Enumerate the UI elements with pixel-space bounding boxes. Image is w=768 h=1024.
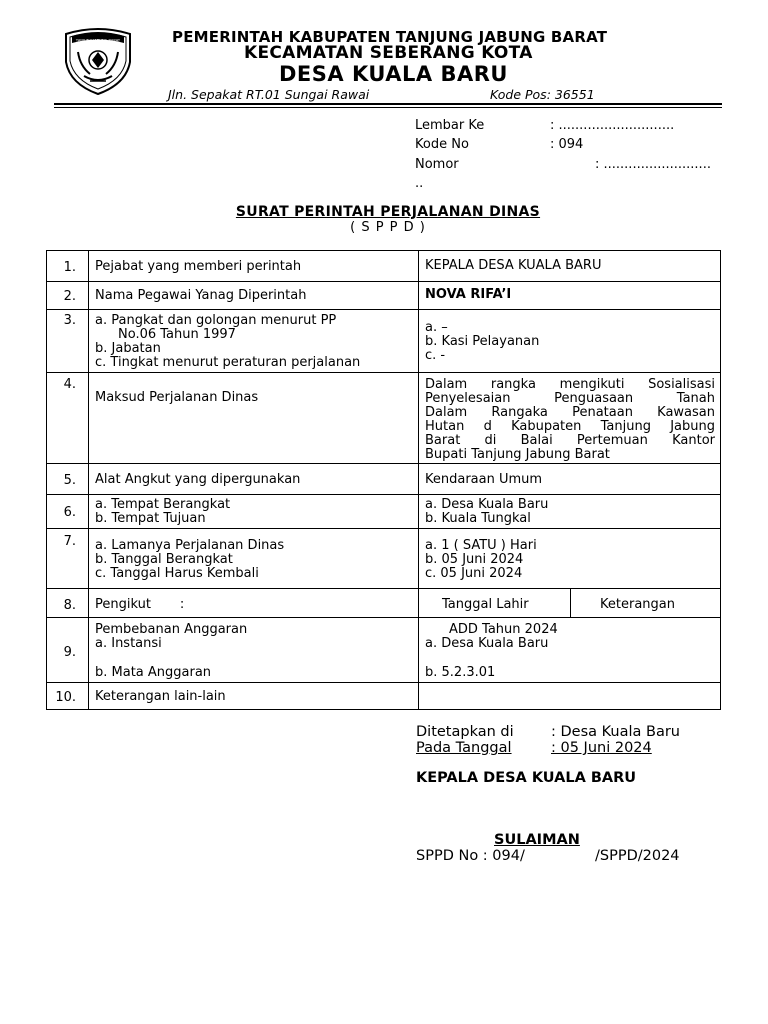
row-label-travel-purpose: Maksud Perjalanan Dinas (95, 390, 259, 405)
purpose-line: Bupati Tanjung Jabung Barat (425, 447, 610, 462)
column-header-birth-date: Tanggal Lahir (442, 597, 529, 612)
row-value-travel-purpose (425, 378, 715, 462)
row-number: 2. (63, 289, 76, 304)
row-label-issuing-official: Pejabat yang memberi perintah (95, 259, 302, 274)
row-number: 5. (63, 473, 76, 488)
letterhead-rule-thin (54, 107, 722, 108)
signatory-position: KEPALA DESA KUALA BARU (416, 770, 637, 786)
issued-date-value: : 05 Juni 2024 (551, 740, 652, 756)
row-number: 10. (55, 690, 76, 705)
row-value-agency: a. Desa Kuala Baru (425, 636, 549, 651)
row-value-duration: a. 1 ( SATU ) Hari (425, 538, 537, 553)
logo-text: TANJUNG JABUNG BARAT (75, 38, 121, 43)
row-value-departure-place: a. Desa Kuala Baru (425, 497, 549, 512)
column-header-remarks: Keterangan (600, 597, 675, 612)
ref-sheet-label: Lembar Ke (415, 118, 485, 133)
row-number: 8. (63, 598, 76, 613)
purpose-line: Hutan d Kabupaten Tanjung Jabung (425, 419, 715, 434)
row-value-destination: b. Kuala Tungkal (425, 511, 531, 526)
row-value-employee-name: NOVA RIFA’I (425, 287, 512, 302)
row-value-departure-date: b. 05 Juni 2024 (425, 552, 524, 567)
row-label-rank-cont: No.06 Tahun 1997 (118, 327, 236, 342)
row-value-budget-code: b. 5.2.3.01 (425, 665, 496, 680)
issued-at-value: : Desa Kuala Baru (551, 724, 680, 740)
row-value-position: b. Kasi Pelayanan (425, 334, 540, 349)
ref-code-value: : 094 (550, 137, 584, 152)
row-label-return-date: c. Tanggal Harus Kembali (95, 566, 259, 581)
document-subtitle: ( S P P D ) (350, 220, 426, 235)
ref-sheet-value: : ............................ (550, 118, 675, 133)
row-label-employee-name: Nama Pegawai Yanag Diperintah (95, 288, 307, 303)
sppd-number-prefix: SPPD No : 094/ (416, 848, 525, 864)
row-label-other-notes: Keterangan lain-lain (95, 689, 226, 704)
row-number: 7. (63, 534, 76, 549)
regency-emblem-logo (60, 26, 136, 96)
row-number: 4. (63, 377, 76, 392)
purpose-line: Penyelesaian Penguasaan Tanah (425, 391, 715, 406)
ref-number-value: : .......................... (595, 157, 711, 172)
row-label-agency: a. Instansi (95, 636, 162, 651)
row-value-return-date: c. 05 Juni 2024 (425, 566, 523, 581)
row-label-budget: Pembebanan Anggaran (95, 622, 248, 637)
letterhead-district: KECAMATAN SEBERANG KOTA (244, 43, 533, 63)
purpose-line: Barat di Balai Pertemuan Kantor (425, 433, 715, 448)
purpose-line: Dalam Rangaka Penataan Kawasan (425, 405, 715, 420)
ref-number-continuation: .. (415, 176, 424, 191)
letterhead-address: Jln. Sepakat RT.01 Sungai Rawai (168, 87, 370, 102)
letterhead-government: PEMERINTAH KABUPATEN TANJUNG JABUNG BARAT (172, 28, 608, 46)
letterhead-postal-code: Kode Pos: 36551 (490, 87, 595, 102)
row-number: 3. (63, 313, 76, 328)
issued-at-label: Ditetapkan di (416, 724, 514, 740)
row-value-issuing-official: KEPALA DESA KUALA BARU (425, 258, 602, 273)
purpose-line: Dalam rangka mengikuti Sosialisasi (425, 377, 715, 392)
row-number: 1. (63, 260, 76, 275)
row-value-budget: ADD Tahun 2024 (449, 622, 558, 637)
row-value-transport: Kendaraan Umum (425, 472, 543, 487)
row-label-position: b. Jabatan (95, 341, 161, 356)
letterhead-rule-thick (54, 103, 722, 105)
row-label-destination: b. Tempat Tujuan (95, 511, 206, 526)
row-value-travel-level: c. - (425, 348, 446, 363)
issued-date-label: Pada Tanggal (416, 740, 512, 756)
row-label-budget-code: b. Mata Anggaran (95, 665, 212, 680)
sppd-number-suffix: /SPPD/2024 (595, 848, 680, 864)
letterhead-village: DESA KUALA BARU (279, 62, 508, 86)
row-label-travel-level: c. Tingkat menurut peraturan perjalanan (95, 355, 361, 370)
ref-number-label: Nomor (415, 157, 459, 172)
row-label-departure-date: b. Tanggal Berangkat (95, 552, 233, 567)
row-label-departure-place: a. Tempat Berangkat (95, 497, 231, 512)
row-label-rank: a. Pangkat dan golongan menurut PP (95, 313, 337, 328)
row-label-duration: a. Lamanya Perjalanan Dinas (95, 538, 285, 553)
document-title: SURAT PERINTAH PERJALANAN DINAS (235, 204, 541, 220)
row-label-transport: Alat Angkut yang dipergunakan (95, 472, 301, 487)
row-label-followers: Pengikut : (95, 597, 185, 612)
row-value-rank: a. – (425, 320, 448, 335)
row-number: 9. (63, 645, 76, 660)
signatory-name: SULAIMAN (494, 832, 580, 848)
ref-code-label: Kode No (415, 137, 469, 152)
row-number: 6. (63, 505, 76, 520)
